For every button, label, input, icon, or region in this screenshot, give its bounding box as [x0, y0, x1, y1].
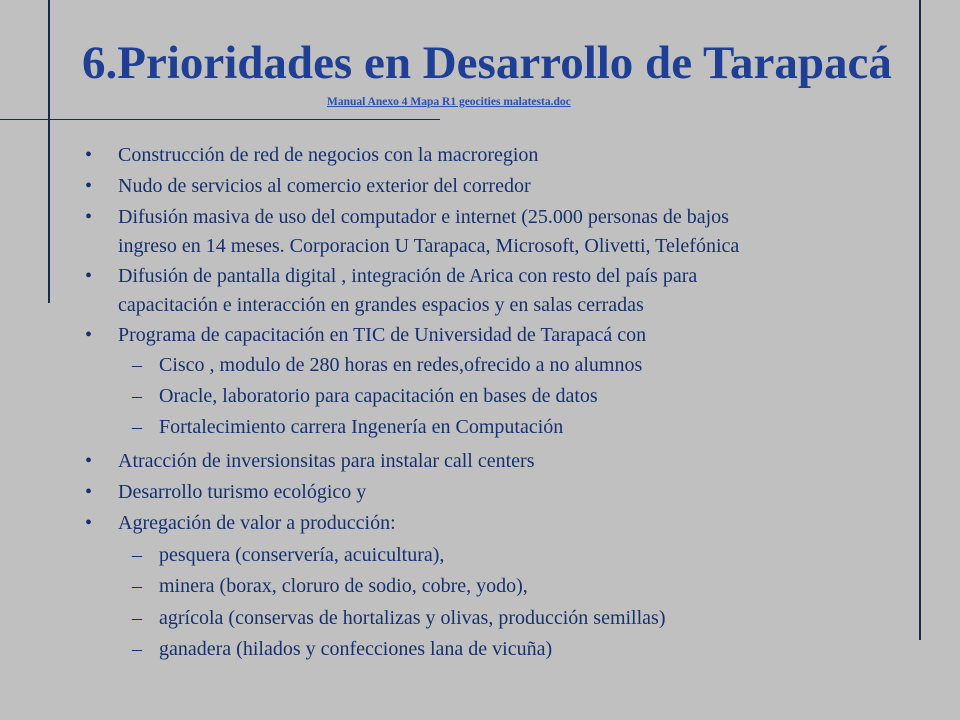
bullet-marker: • — [85, 265, 93, 287]
document-link[interactable]: Manual Anexo 4 Mapa R1 geocities malatesta.doc — [327, 96, 571, 108]
dash-marker: – — [132, 385, 142, 407]
bullet-marker: • — [85, 512, 93, 534]
sub-item-text: minera (borax, cloruro de sodio, cobre, yodo), — [159, 575, 528, 597]
bullet-item-text: Nudo de servicios al comercio exterior del corredor — [118, 175, 531, 197]
dash-marker: – — [132, 416, 142, 438]
dash-marker: – — [132, 607, 142, 629]
dash-marker: – — [132, 638, 142, 660]
bullet-item-text: Programa de capacitación en TIC de Universidad de Tarapacá con — [118, 324, 647, 346]
dash-marker: – — [132, 354, 142, 376]
bullet-item-text: capacitación e interacción en grandes espacios y en salas cerradas — [118, 294, 644, 316]
bullet-item-text: Construcción de red de negocios con la macroregion — [118, 144, 539, 166]
bullet-marker: • — [85, 175, 93, 197]
bullet-marker: • — [85, 481, 93, 503]
bullet-marker: • — [85, 450, 93, 472]
bullet-item-text: Agregación de valor a producción: — [118, 512, 396, 534]
bullet-marker: • — [85, 206, 93, 228]
bullet-item-text: Desarrollo turismo ecológico y — [118, 481, 367, 503]
sub-item-text: ganadera (hilados y confecciones lana de vicuña) — [159, 638, 553, 660]
bullet-item-text: Difusión de pantalla digital , integración de Arica con resto del país para — [118, 265, 698, 287]
dash-marker: – — [132, 575, 142, 597]
bullet-item-text: ingreso en 14 meses. Corporacion U Tarapaca, Microsoft, Olivetti, Telefónica — [118, 235, 740, 257]
sub-item-text: pesquera (conservería, acuicultura), — [159, 544, 445, 566]
dash-marker: – — [132, 544, 142, 566]
sub-item-text: Cisco , modulo de 280 horas en redes,ofrecido a no alumnos — [159, 354, 643, 376]
sub-item-text: Fortalecimiento carrera Ingenería en Computación — [159, 416, 564, 438]
sub-item-text: agrícola (conservas de hortalizas y olivas, producción semillas) — [159, 607, 666, 629]
bullet-item-text: Atracción de inversionsitas para instalar call centers — [118, 450, 535, 472]
bullet-marker: • — [85, 324, 93, 346]
bullet-marker: • — [85, 144, 93, 166]
slide-title: 6.Prioridades en Desarrollo de Tarapacá — [82, 37, 892, 89]
bullet-item-text: Difusión masiva de uso del computador e internet (25.000 personas de bajos — [118, 206, 729, 228]
sub-item-text: Oracle, laboratorio para capacitación en bases de datos — [159, 385, 598, 407]
